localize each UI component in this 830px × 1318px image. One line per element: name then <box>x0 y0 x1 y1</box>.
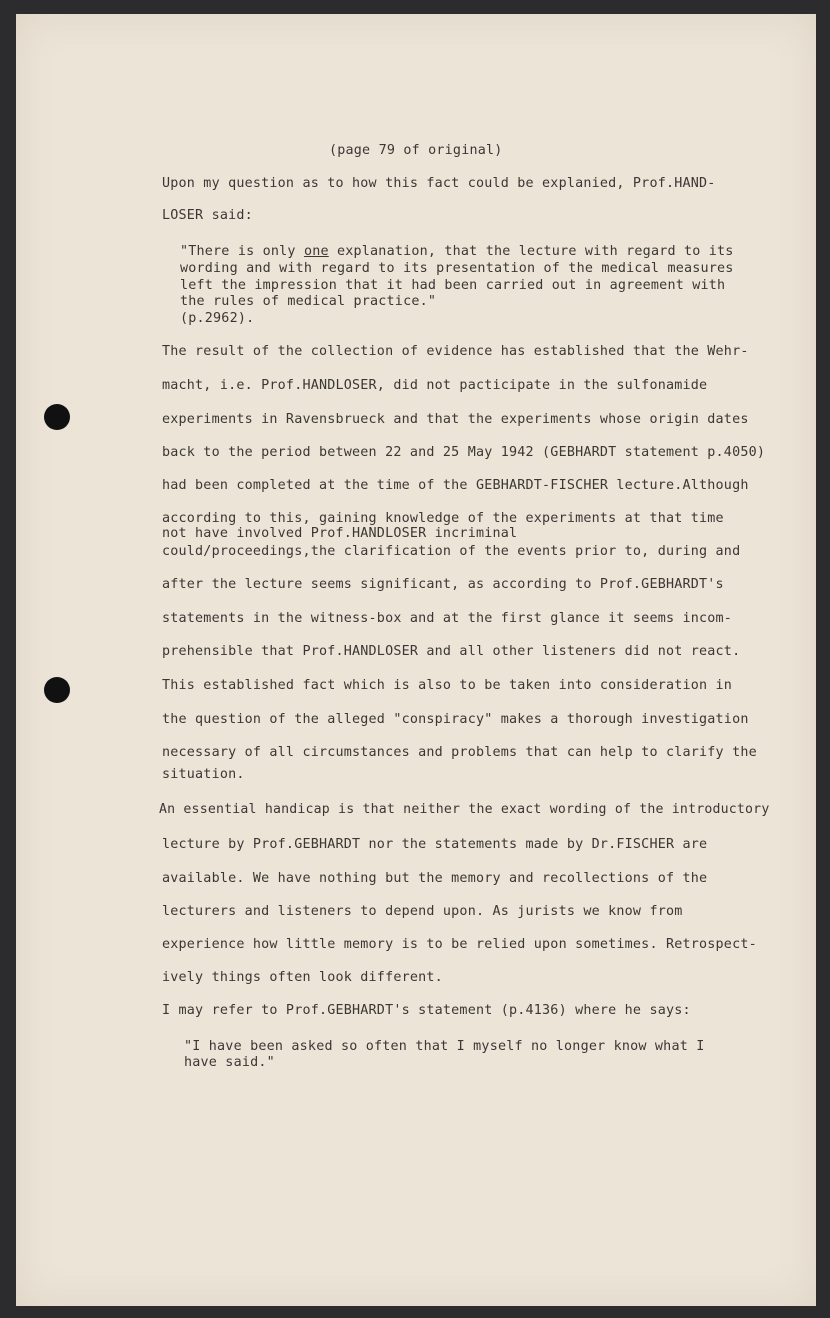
paragraph-1-line-1: Upon my question as to how this fact could be explanied, Prof.HAND- <box>162 176 716 191</box>
paragraph-2-line-6: according to this, gaining knowledge of the experiments at that time <box>162 511 724 526</box>
paragraph-2-line-11: This established fact which is also to be taken into consideration in <box>162 678 733 693</box>
paragraph-2-line-13: necessary of all circumstances and problems that can help to clarify the <box>162 745 757 760</box>
paragraph-3-line-1: An essential handicap is that neither the exact wording of the introductory <box>159 802 770 817</box>
paragraph-2-line-1: The result of the collection of evidence has established that the Wehr- <box>162 344 749 359</box>
paragraph-3-line-2: lecture by Prof.GEBHARDT nor the statements made by Dr.FISCHER are <box>162 837 708 852</box>
paragraph-2-line-2: macht, i.e. Prof.HANDLOSER, did not pacticipate in the sulfonamide <box>162 378 708 393</box>
paragraph-2-line-14: situation. <box>162 767 245 782</box>
quote-1-line-1b: explanation, that the lecture with regard to its <box>328 244 734 259</box>
quote-1-line-2: wording and with regard to its presentation of the medical measures <box>180 261 734 276</box>
quote-1-line-4: the rules of medical practice." <box>180 294 437 309</box>
paragraph-2-line-12: the question of the alleged "conspiracy" makes a thorough investigation <box>162 712 749 727</box>
quote-2-line-2: have said." <box>184 1055 275 1070</box>
document-page <box>16 14 816 1306</box>
quote-2-line-1: "I have been asked so often that I myself no longer know what I <box>184 1039 705 1054</box>
paragraph-3-line-6: ively things often look different. <box>162 970 443 985</box>
paragraph-2-line-10: prehensible that Prof.HANDLOSER and all other listeners did not react. <box>162 644 741 659</box>
paragraph-2-inserted-line: not have involved Prof.HANDLOSER incriminal <box>162 526 518 541</box>
paragraph-2-line-4: back to the period between 22 and 25 May 1942 (GEBHARDT statement p.4050) <box>162 445 766 460</box>
paragraph-3-line-3: available. We have nothing but the memory and recollections of the <box>162 871 708 886</box>
page-header: (page 79 of original) <box>329 143 503 158</box>
paragraph-3-line-5: experience how little memory is to be relied upon sometimes. Retrospect- <box>162 937 757 952</box>
paragraph-3-line-4: lecturers and listeners to depend upon. As jurists we know from <box>162 904 683 919</box>
paragraph-2-line-5: had been completed at the time of the GEBHARDT-FISCHER lecture.Although <box>162 478 749 493</box>
paragraph-2-line-9: statements in the witness-box and at the first glance it seems incom- <box>162 611 733 626</box>
paragraph-2-line-8: after the lecture seems significant, as according to Prof.GEBHARDT's <box>162 577 724 592</box>
quote-1-reference: (p.2962). <box>180 311 255 326</box>
punch-hole-bottom <box>44 677 70 703</box>
paragraph-4-line-1: I may refer to Prof.GEBHARDT's statement (p.4136) where he says: <box>162 1003 691 1018</box>
quote-1-underlined-word: one <box>303 244 329 259</box>
paragraph-2-line-7: could/proceedings,the clarification of the events prior to, during and <box>162 544 741 559</box>
quote-1-line-1 <box>180 244 734 259</box>
quote-1-line-1a: "There is only <box>180 244 304 259</box>
quote-1-line-3: left the impression that it had been carried out in agreement with <box>180 278 726 293</box>
punch-hole-top <box>44 404 70 430</box>
paragraph-2-line-3: experiments in Ravensbrueck and that the experiments whose origin dates <box>162 412 749 427</box>
paragraph-1-line-2: LOSER said: <box>162 208 253 223</box>
